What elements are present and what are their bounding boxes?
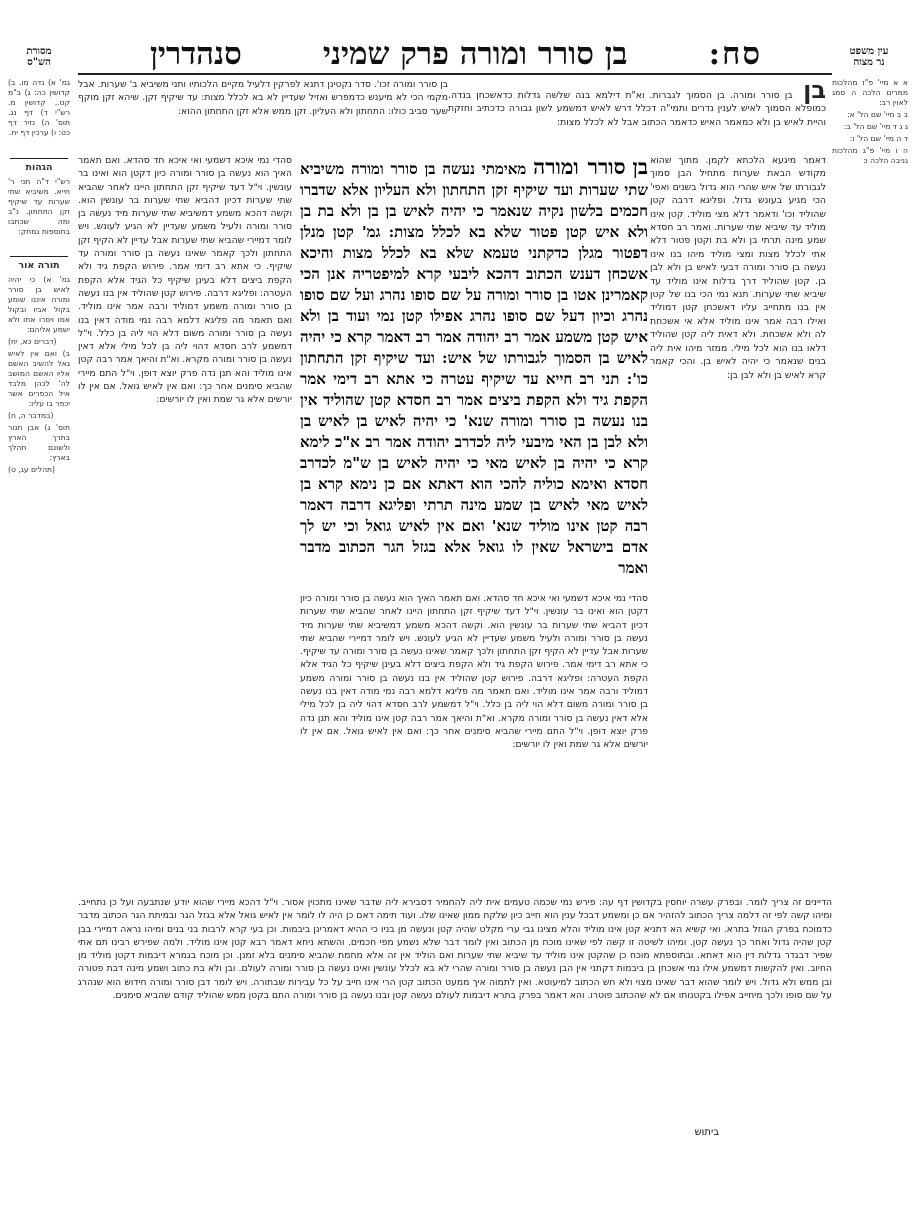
torah-or-source: (תהלים עג, ט) [8, 465, 55, 474]
hagahot-divider [10, 256, 68, 257]
ein-mishpat-column [832, 78, 908, 165]
masoret-text: גמ' א) נדה מו. ב) קדושין כה: ג) ב"מ קט., קדושין מ. רש"י ד) דף נג. תוס' ה) נזיר דף כט: ו) ערכין דף יח. [8, 78, 70, 137]
torah-or-source: (דברים כא, יח) [8, 337, 57, 346]
tosafot-top [78, 78, 448, 152]
rashi-opening-word: בן [792, 76, 827, 104]
torah-or-entry: גמ' א) כי יהיה לאיש בן סורר ומורה איננו שומע בקול אביו ובקול אמו ויסרו אתו ולא ישמע אליהם: [8, 275, 70, 334]
torah-or-entry: ב) ואם אין לאיש גאל להשיב האשם אליו האשם המושב לה' לכהן מלבד איל הכפרים אשר יכפר בו עליו: [8, 349, 70, 408]
chapter-title: בן סורר ומורה פרק שמיני [322, 36, 628, 72]
gemara-intro: סורר ומורה [533, 154, 626, 179]
tosafot-column-text: סהדי נמי איכא דשמעי ואי איכא חד סהדא. ואם תאמר האיך הוא נעשה בן סורר ומורה כיון דקטן הוא ואינו בר עונשין. וי"ל דעד שיקיף זקן התחתון היינו לאחר שהביא שתי שערות דכיון דהביא שתי שערות בר עונשין הוא. וקשה דהכא משמע דמשיביא שתי שערות מיד נעשה בן סורר ומורה ולעיל משמע שעדיין לא הגיע לעונש. ויש לומר דמיירי שהביא שתי שערות אבל עדיין לא הקיף זקן התחתון ולכך קאמר שאינו נעשה בן סורר ומורה עד שיקיף. כי אתא רב דימי אמר. פירוש הקפת גיד ולא הקפת ביצים דלא בעינן שיקיף כל הגיד אלא הקפת העטרה: ופליגא דרבה. פירוש קטן שהוליד אין בנו נעשה בן סורר ומורה משמע דמוליד ורבה אמר אינו מוליד. ואם תאמר מה פליגא דלמא רבה נמי מודה דאין בנו נעשה בן סורר ומורה משום דלא הוי ליה בן כלל. וי"ל דמשמע לרב חסדא דהוי ליה בן לכל מילי אלא דאין נעשה בן סורר ומורה מקרא. וא"ת והיאך אמר רבה קטן אינו מוליד והא תנן נדה פרק יוצא דופן. וי"ל התם מיירי שהביא סימנים אחר כך: ואם אין לאיש גואל. אם אין לו יורשים אלא גר שמת ואין לו יורשים: [78, 155, 292, 406]
masoret-divider [10, 158, 68, 159]
tosafot-bottom-text: הדיינים זה צריך לומר. ובפרק עשרה יוחסין בקדושין דף עה: פירש נמי שכמה טעמים אית ליה להחמיר דסבירא ליה שדבר שאינו מתכוין אסור. וי"ל דהכא מיירי שהוא יודע שנתבעה ועל כן נתחייב. ומיהו קשה לפי זה דלמה צריך הכתוב להזהיר אם כן ומשמע דבכל ענין הוא חייב כיון שלקח ממון שאינו שלו. ועוד תימה דאם כן היה לו לומר אין לאיש גואל אלא בגזל הגר ובמיתת הגר הכתוב מדבר כדמוכח בפרק הגוזל בתרא. ואי קשיא הא דתניא קטן אינו מוליד והלא מצינו גבי ערי מקלט שהיה קטן ונעשה מן בניו כי ההיא דאמרינן ביבמות. וכן בעי קרא לרבות בני בנים ומיהו נראה דמיירי בבן קטן שהיה גדול ואחר כך נעשה קטן. ומיהו לשיטה זו קשה לפי שאינו מוכח מן הכתוב ואין לומר דבר שלא נשמע מפי חכמים. והשתא ניחא דאמר רבא קטן אינו מוליד. ולמה שפירש רבינו תם אתי שפיר דבגדר גדלות דין הוא דאתא. ובתוספתא מוכח כן שהקטן אינו מוליד עד שיביא שתי שערות ואם הוליד אין זה אלא מחמת שהביא סימנים בלא זמנן. וכן מוכח בגמרא דיבמות דקטן מוליד מן החיוב. ואין להקשות דמשמע אילו נמי אשכחן בן ביבמות דקתני אין הבן נעשה בן סורר ומורה שהרי לא בא לכלל עונשין ואינו נעשה בן סורר ומורה לעולם. ובן ולא בת כתוב ושמע מינה דבת פטורה ובן ממש ולא גדול. ויש לומר שהוא דבר שאינו מצוי ולא חש הכתוב למיעוטא. ואין לתמוה איך ממעט הכתוב קטן הרי אינו חייב על כל עבירות שבתורה. ויש לומר דבן סורר ומורה חידוש הוא שנהרג על שם סופו ולכך מיחייב אפילו בקטנותו אם לא שהכתוב פוטרו. והא דאמר בפרק בתרא דיבמות לעולם נעשה קטן ובנו נעשה בן סורר ומורה התם בקטן ממש שהוליד קודם שהביא סימנים. [78, 897, 832, 1002]
tosafot-column [78, 154, 292, 892]
masoret-title: מסורת הש"ס [26, 46, 52, 68]
torah-or-source: (במדבר ה, ח) [8, 411, 54, 420]
gemara-block [300, 156, 648, 586]
torah-or-title: תורה אור [18, 260, 60, 271]
gemara-text: מאימתי נעשה בן סורר ומורה משיביא שתי שערות ועד שיקיף זקן התחתון ולא העליון אלא שדברו חכמים בלשון נקיה שנאמר כי יהיה לאיש בן בן ולא בת בן ולא איש קטן פטור שלא בא לכלל מצות: גמ' קטן מנלן דפטור מגלן כדקתני טעמא שלא בא לכלל מצות והיכא אשכחן דענש הכתוב דהכא ליבעי קרא למיפטריה אנן הכי קאמרינן אטו בן סורר ומורה על שם סופו נהרג ועל שם סופו נהרג וכיון דעל שם סופו נהרג אפילו קטן נמי ועוד בן ולא איש קטן משמע אמר רב יהודה אמר רב דאמר קרא כי יהיה לאיש בן הסמוך לגבורתו של איש: ועד שיקיף זקן התחתון כו': תני רב חייא עד שיקיף עטרה כי אתא רב דימי אמר הקפת גיד ולא הקפת ביצים אמר רב חסדא קטן שהוליד אין בנו נעשה בן סורר ומורה שנא' כי יהיה לאיש בן לאיש בן ולא לבן בן האי מיבעי ליה לכדרב יהודה אמר רב א"כ לימא קרא כי יהיה בן לאיש מאי כי יהיה לאיש בן ש"מ לכדרב חסדא ואימא כוליה להכי הוא דאתא אם כן נימא קרא בן לאיש מאי לאיש בן שמע מינה תרתי ופליגא דרבה דאמר רבה קטן אינו מוליד שנא' ואם אין לאיש גואל וכי יש לך אדם בישראל שאין לו גואל אלא בגזל הגר הכתוב מדבר ואמר [300, 160, 648, 577]
ein-mishpat-entry: ד ה מיי' שם הל' ו: [849, 134, 908, 143]
rashi-top-text: בן סורר ומורה. בן הסמוך לגברות. וא"ת דילמא בנה שלשה גדלות כדאשכחן בנדה. כמופלא הסמוך לאיש לענין נדרים ותמי"ה דכלל דרש לאיש דמשמע לשון גבורה כדכתיב וחזקת והיית לאיש בן ולא כמאמר האיש כדאמר הכתוב אבל לא לכלל מצות: [448, 90, 826, 128]
ein-mishpat-entry: ג ג ד מיי' שם הל' ב: [843, 122, 908, 131]
folio-number: סח: [708, 36, 762, 72]
tractate-title: סנהדרין [150, 36, 242, 72]
catchword: ביתוש [694, 1127, 719, 1138]
hagahot-column [8, 160, 70, 255]
ein-mishpat-entry: ב ב מיי' שם הל' א: [847, 110, 908, 119]
hagahot-title: הגהות [25, 162, 53, 173]
tosafot-top-text: בן סורר ומורה זכו'. סדר נקטינן דתנא לפרקין דלעיל מקיים הלכותיו ותני משיביא ב' שערות. אבל מקמי הכי לא מיענש כדמפרש ואזיל שעדיין לא בא לכלל מצות: עד שיקיף זקן. שיהא זקן מוקף שער סביב כולו: התחתון ולא העליון. זקן ממש אלא זקן התחתון ההוא: [78, 79, 448, 117]
hagahot-text: רש"י ד"ה תני ר' חייא. משיביא שתי שערות עד שיקיף זקן התחתון. נ"ב ומה שכתבו בתוספות נמחק: [8, 177, 70, 236]
ein-mishpat-entry: ה ו מיי' פ"ג מהלכות גניבה הלכה ו: [832, 146, 908, 165]
ein-mishpat-title: עין משפט נר מצוה [849, 46, 889, 68]
tosafot-bottom [78, 896, 832, 1106]
ein-mishpat-entry: א א מיי' פ"ז מהלכות ממרים הלכה ה סמג לאוין רב: [832, 78, 908, 107]
torah-or-entry: תוס' ג) אבן תנור בתרך הארץ ולשונם תהלך בארץ: [8, 423, 70, 462]
header-rule [78, 73, 832, 75]
gemara-opening-word: בן [632, 154, 648, 179]
rashi-column-text: דאמר מיגעא הלכתא לקמן. מתוך שהוא מקודש הבאת שערות מתחיל הבן סמוך לגבורתו של איש שהרי הוא גדול בשנים ואפי' הכי מגיע בעונש גדול. ופליגא דרבה קטן שהוליד וכו' ודאמר דלא מצי מוליד. קטן אינו מוליד עד שיביא שתי שערות. ואמר רב חסדא שמע מינה תרתי בן ולא בת וקטן פטור דלא אתי לכלל מצות ומצי מוליד מיהו בנו אינו נעשה בן סורר ומורה דבעי לאיש בן ולא לבן בן. קטן שהוליד דרך גדלות אינו מוליד עד שיביא שתי שערות. תנא נמי הכי בנו של קטן אין בנו מתחייב עליו דאשכחן קטן דמוליד ואילו רבה אמר אינו מוליד אלא אי אשכחת לה ולא אשכחת. ולא דאית ליה קטן שהוליד דלאו בנו הוא לכל מילי. ממזר מיהו אית ליה בנים שנאמר כי יהיה לאיש בן. והכי קאמר קרא לאיש בן ולא לבן בן: [650, 155, 826, 381]
rashi-column [650, 154, 826, 892]
page-header [150, 36, 762, 72]
rashi-top [448, 78, 826, 152]
torah-or-column [8, 258, 70, 518]
tosafot-under-gemara [300, 592, 648, 892]
tosafot-continued-text: סהדי נמי איכא דשמעי ואי איכא חד סהדא. ואם תאמר האיך הוא נעשה בן סורר ומורה כיון דקטן הוא ואינו בר עונשין. וי"ל דעד שיקיף זקן התחתון היינו לאחר שהביא שתי שערות דכיון דהביא שתי שערות בר עונשין הוא. וקשה דהכא משמע דמשיביא שתי שערות מיד נעשה בן סורר ומורה ולעיל משמע שעדיין לא הגיע לעונש. ויש לומר דמיירי שהביא שתי שערות אבל עדיין לא הקיף זקן התחתון ולכך קאמר שאינו נעשה בן סורר ומורה עד שיקיף. כי אתא רב דימי אמר. פירוש הקפת גיד ולא הקפת ביצים דלא בעינן שיקיף כל הגיד אלא הקפת העטרה: ופליגא דרבה. פירוש קטן שהוליד אין בנו נעשה בן סורר ומורה משמע דמוליד ורבה אמר אינו מוליד. ואם תאמר מה פליגא דלמא רבה נמי מודה דאין בנו נעשה בן סורר ומורה משום דלא הוי ליה בן כלל. וי"ל דמשמע לרב חסדא דהוי ליה בן לכל מילי אלא דאין נעשה בן סורר ומורה מקרא. וא"ת והיאך אמר רבה קטן אינו מוליד והא תנן נדה פרק יוצא דופן. וי"ל התם מיירי שהביא סימנים אחר כך: ואם אין לאיש גואל. אם אין לו יורשים אלא גר שמת ואין לו יורשים: [300, 593, 648, 751]
masoret-column [8, 78, 70, 158]
